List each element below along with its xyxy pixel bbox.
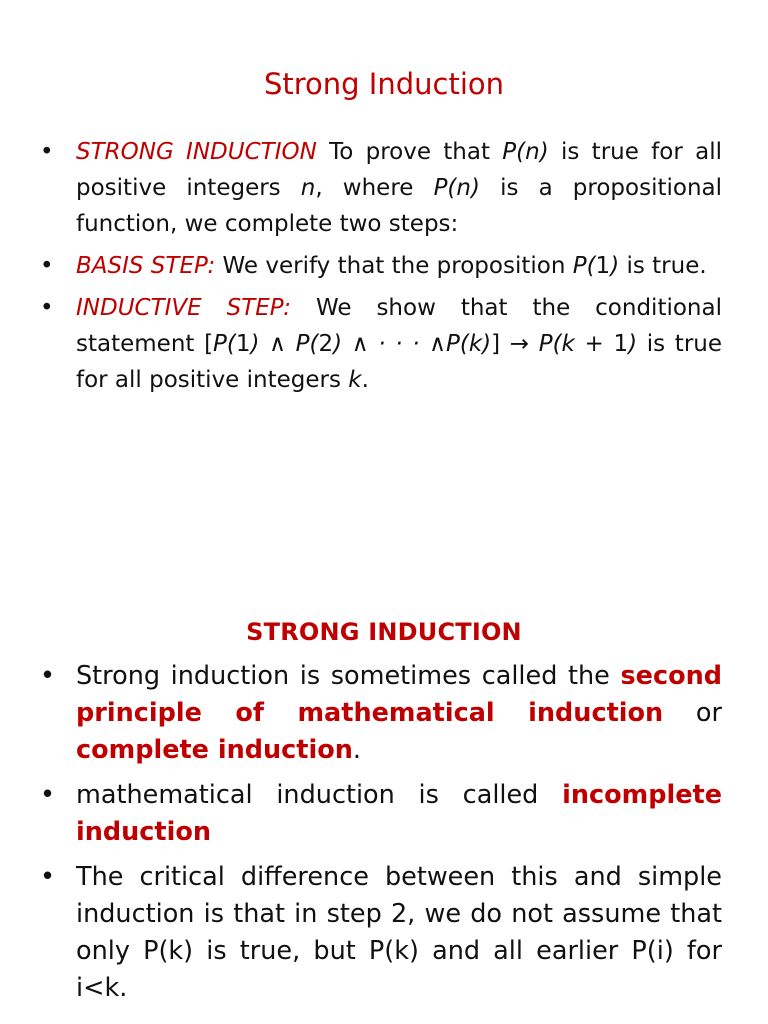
text: , where [315, 175, 434, 201]
text: . [352, 735, 361, 765]
math-p-open: P( [572, 253, 596, 279]
math: ) ∧ P( [250, 331, 319, 357]
text: + 1 [574, 331, 629, 357]
text: To prove that [316, 139, 503, 165]
text: The critical difference between this and simple induction is that in step 2, we do not assume that only P(k) is true, but P(k) and all earlier P(i) for i<k. [76, 862, 722, 1003]
text: is true. [619, 253, 707, 279]
bullet-dot-icon: • [40, 862, 56, 892]
bullet-dot-icon: • [40, 780, 56, 810]
math: ) [628, 331, 638, 357]
text: is a propositional function, we complete two steps: [76, 175, 723, 237]
bullet-dot-icon: • [40, 139, 54, 165]
keyword-basis-step: BASIS STEP: [76, 253, 216, 279]
math-pn: P(n) [502, 139, 549, 165]
math-pn: P(n) [433, 175, 480, 201]
bullet-dot-icon: • [40, 295, 54, 321]
math: P( [213, 331, 236, 357]
math-n: n [300, 175, 316, 201]
bullet-second-principle [40, 658, 722, 769]
highlight-complete-induction: complete induction [76, 735, 353, 765]
math-p-close: ) [610, 253, 620, 279]
keyword-inductive-step: INDUCTIVE STEP: [76, 295, 292, 321]
highlight-second-principle: second principle of mathematical induction [76, 661, 722, 728]
text: or [663, 698, 722, 728]
text: is true for all positive integers [76, 331, 723, 393]
bullet-incomplete-induction [40, 777, 722, 851]
text: 2 [318, 331, 334, 357]
slide-strong-induction-names [0, 570, 768, 1024]
text: Strong induction is sometimes called the [76, 661, 621, 691]
keyword-strong-induction: STRONG INDUCTION [76, 139, 317, 165]
highlight-incomplete-induction: incomplete induction [76, 780, 722, 847]
bullet-list [40, 658, 722, 1015]
slide-title: Strong Induction [263, 67, 505, 102]
bullet-dot-icon: • [40, 661, 56, 691]
text: We show that the conditional statement [ [76, 295, 722, 357]
math: ) ∧ · · · ∧P(k) [333, 331, 492, 357]
bullet-critical-difference [40, 859, 722, 1007]
text: We verify that the proposition [215, 253, 573, 279]
text: ] → [491, 331, 539, 357]
text: 1 [235, 331, 251, 357]
slide-title: STRONG INDUCTION [246, 617, 522, 646]
math-k: k [348, 367, 362, 393]
bullet-strong-induction [40, 134, 722, 242]
text: is true for all positive integers [76, 139, 722, 201]
bullet-list [40, 134, 722, 404]
bullet-inductive-step [40, 290, 722, 398]
math: P(k [538, 331, 575, 357]
text: mathematical induction is called [76, 780, 563, 810]
bullet-dot-icon: • [40, 253, 54, 279]
text: 1 [595, 253, 611, 279]
bullet-basis-step [40, 248, 722, 284]
text: . [361, 367, 369, 393]
